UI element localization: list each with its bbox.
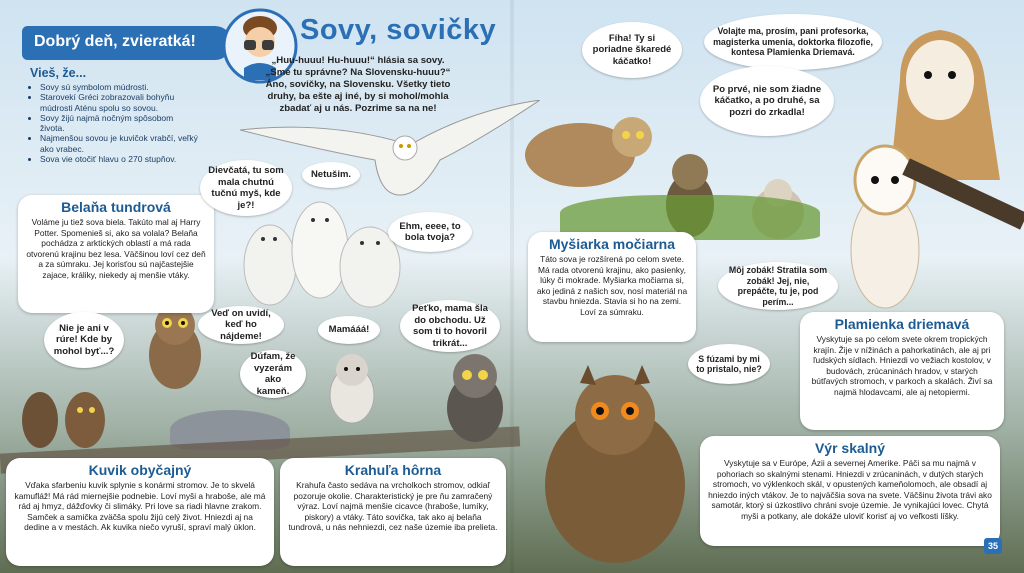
species-card-kuvik (6, 458, 274, 566)
species-card-belana (18, 195, 214, 313)
speech-bubble: Po prvé, nie som žiadne káčatko, a po druhé, sa pozri do zrkadla! (700, 66, 834, 136)
snowy-owls-group-image (240, 195, 440, 310)
speech-bubble: S fúzami by mi to pristalo, nie? (688, 344, 770, 384)
species-card-vyr (700, 436, 1000, 546)
fact-item: • Najmenšou sovou je kuvičok vrabčí, veľký ako vrabec. (40, 133, 200, 154)
species-text: Krahuľa často sedáva na vrcholkoch stromov, odkiaľ pozoruje okolie. Charakteristický je pre ňu zamračený výraz. Loví najmä menšie cicavce (hraboše, lumíky, piskory) a vtáky. Táto sovička, tak ako aj belaňa tundrová, u nás nehniezdi, cez naše územie iba prelieta. (288, 480, 498, 533)
species-name: Belaňa tundrová (61, 199, 171, 215)
speech-bubble: Peťko, mama šla do obchodu. Už som ti to hovoril trikrát... (400, 300, 500, 352)
species-text: Vyskytuje sa v Európe, Ázii a severnej Amerike. Páči sa mu najmä v pohoriach so skalnými stenami. Hniezdi v zrúcaninách, v dutých starých stromoch, vo výklenkoch skál, v opustených kameňolomoch, ale obsadí aj hniezdo iných vtákov. Je to najväčšia sova na svete. Väčšinu života trávi ako samotár, ktorý si úzkostlivo chráni svoje územie. Je vynikajúci lovec. Chytá myši a potkany, ale dokáže uloviť korisť aj vo veľkosti líšky. (708, 458, 992, 521)
page-fold (510, 0, 514, 573)
fact-item: • Sova vie otočiť hlavu o 270 stupňov. (40, 154, 200, 164)
speech-bubble: Dievčatá, tu som mala chutnú tučnú myš, kde je?! (200, 160, 292, 216)
intro-text: „Huu-huuu! Hu-huuu!“ hlásia sa sovy. „Sme tu správne? Na Slovensku-huuu?“ Áno, sovičky, na Slovensku. Všetky tieto druhy, ba ešte aj iné, by si mohol/mohla zbadať aj u nás. Pozrime sa na ne! (265, 55, 451, 114)
speech-bubble: Mamááá! (318, 316, 380, 344)
species-name: Plamienka driemavá (834, 316, 970, 332)
speech-bubble: Volajte ma, prosím, pani profesorka, magisterka umenia, doktorka filozofie, kontesa Plamienka Driemavá. (704, 14, 882, 70)
speech-bubble: Nie je ani v rúre! Kde by mohol byť...? (44, 312, 124, 368)
eagle-owl-image (530, 365, 700, 565)
page-title: Sovy, sovičky (300, 14, 497, 46)
little-owls-pair-image (20, 380, 110, 450)
species-name: Výr skalný (814, 440, 886, 456)
facts-title: Vieš, že... (30, 66, 87, 80)
speech-bubble: Netušim. (302, 162, 360, 188)
little-owl-image (140, 300, 210, 390)
species-text: Vyskytuje sa po celom svete okrem tropických krajín. Žije v nížinách a pahorkatinách, ale aj pri ľudských sídlach. Hniezdi vo vežiach kostolov, v budovách, zrúcaninách hradov, v starých bútľavých stromoch, v parkoch a skalách. Živí sa najmä hlodavcami, ale aj netopiermi. (811, 334, 993, 397)
species-card-mysiarka (528, 232, 696, 342)
speech-bubble: Veď on uvidí, keď ho nájdeme! (198, 306, 284, 344)
fact-item: • Starovekí Gréci zobrazovali bohyňu múdrosti Aténu spolu so sovou. (40, 92, 200, 113)
species-name: Kuvik obyčajný (88, 462, 192, 478)
speech-bubble: Môj zobák! Stratila som zobák! Jej, nie, prepáčte, tu je, pod perím... (718, 262, 838, 310)
speech-bubble: Ehm, eeee, to bola tvoja? (388, 212, 472, 252)
facts-box (30, 66, 200, 164)
species-text: Voláme ju tiež sova biela. Takúto mal aj Harry Potter. Spomenieš si, ako sa volala? Belaňa pochádza z arktických oblastí a má rada otvorenú krajinu bez lesa. Väčšinou loví cez deň a za súmraku. Jej korisťou sú najčastejšie zajace, králiky, niekedy aj menšie vtáky. (26, 217, 206, 280)
fact-item: • Sovy žijú najmä nočným spôsobom života. (40, 113, 200, 134)
greeting-text: Dobrý deň, zvieratká! (34, 33, 196, 50)
species-name: Myšiarka močiarna (548, 236, 676, 252)
boreal-owl-chick-image (325, 350, 380, 425)
fact-item: • Sovy sú symbolom múdrosti. (40, 82, 200, 92)
boreal-owl-adult-image (440, 350, 510, 445)
facts-list (30, 82, 200, 164)
speech-bubble: Fíha! Ty si poriadne škaredé káčatko! (582, 22, 682, 78)
species-name: Krahuľa hôrna (344, 462, 442, 478)
species-text: Táto sova je rozšírená po celom svete. Má rada otvorenú krajinu, ako pasienky, lúky či mokrade. Myšiarka močiarna si, ako jediná z našich sov, nosí materiál na stavbu hniezda. Stavia si ho na zemi. Loví za súmraku. (536, 254, 688, 317)
species-text: Vďaka sfarbeniu kuvik splynie s konármi stromov. Je to skvelá kamufláž! Má rád miernejšie podnebie. Loví myši a hraboše, ale má rád aj hmyz, dážďovky či slimáky. Pri love sa riadi hlavne zrakom. Samček a samička zväčša spolu žijú celý život. Hniezdi aj na dedine a v mestách. Ak kuvika niečo vyruší, spraví malý úklon. (14, 480, 266, 533)
species-card-plamienka (800, 312, 1004, 430)
short-eared-owl-image (520, 95, 660, 205)
page-number: 35 (984, 538, 1002, 554)
speech-bubble: Dúfam, že vyzerám ako kameň. (240, 350, 306, 398)
species-card-krahula (280, 458, 506, 566)
